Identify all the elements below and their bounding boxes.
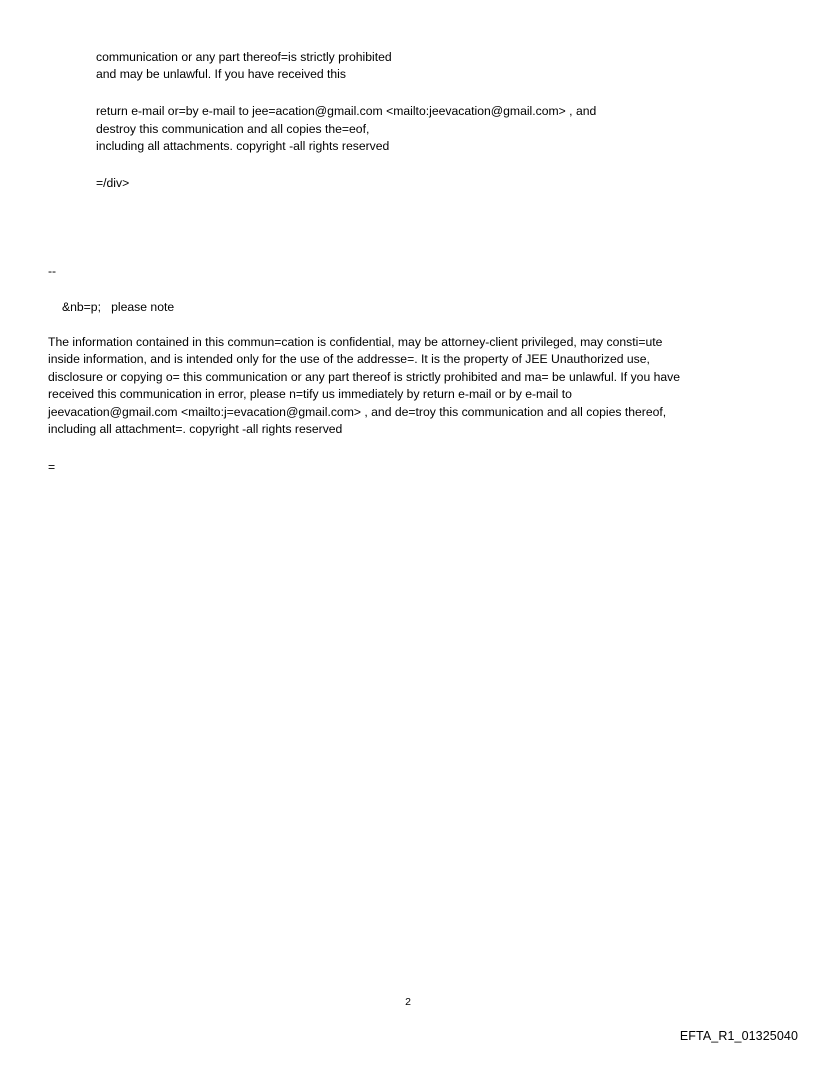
disclaimer-line: jeevacation@gmail.com <mailto:j=evacation@gmail.com> , and de=troy this communication and all copies thereof, [48, 404, 667, 419]
disclaimer-line: received this communication in error, please n=tify us immediately by return e-mail or by e-mail to [48, 387, 572, 402]
quoted-line: communication or any part thereof=is strictly prohibited [96, 50, 392, 64]
quoted-line: including all attachments. copyright -all rights reserved [96, 139, 390, 153]
quoted-line: and may be unlawful. If you have received this [96, 67, 346, 81]
disclaimer-line: The information contained in this commun=cation is confidential, may be attorney-client privileged, may consti=ute [48, 335, 663, 349]
disclaimer-line: inside information, and is intended only for the use of the addresse=. It is the property of JEE Unauthorized use, [48, 352, 650, 367]
disclaimer-line: including all attachment=. copyright -all rights reserved [48, 422, 343, 437]
document-id: EFTA_R1_01325040 [679, 1029, 798, 1043]
please-note-line: &nb=p; please note [62, 300, 175, 314]
signature-separator: -- [48, 264, 57, 278]
disclaimer-paragraph [48, 334, 768, 438]
disclaimer-line: disclosure or copying o= this communication or any part thereof is strictly prohibited and ma= be unlawful. If you have [48, 369, 681, 384]
quoted-line: return e-mail or=by e-mail to jee=acation@gmail.com <mailto:jeevacation@gmail.com> , and [96, 104, 597, 118]
quoted-line: destroy this communication and all copies the=eof, [96, 122, 370, 136]
quoted-closing-tag: =/div> [96, 176, 130, 190]
trailing-equals: = [48, 460, 56, 474]
page-number: 2 [405, 996, 411, 1008]
